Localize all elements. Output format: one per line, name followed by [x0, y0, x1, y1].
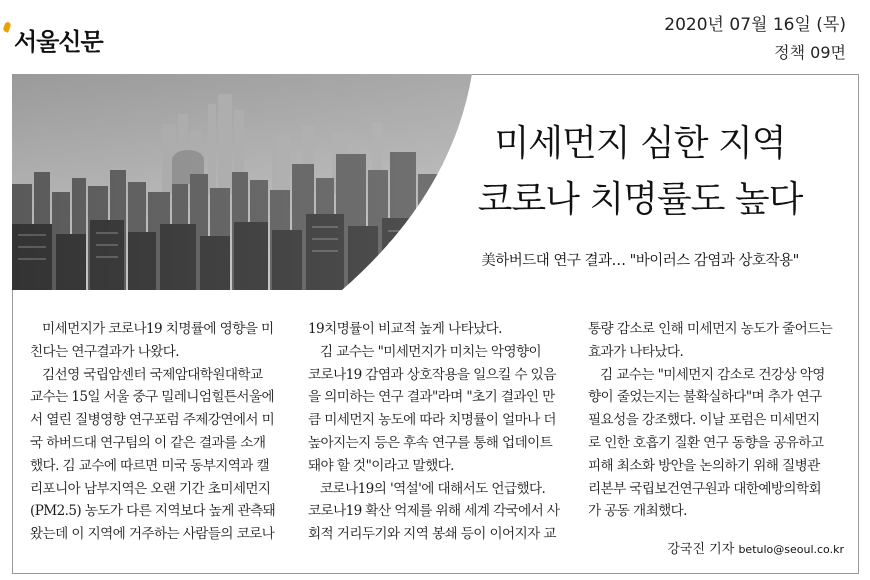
subheadline: 美하버드대 연구 결과… "바이러스 감염과 상호작용" — [481, 253, 799, 269]
text-line: 로 인한 호흡기 질환 연구 동향을 공유하고 — [588, 434, 824, 451]
text-line: 리포니아 남부지역은 오랜 기간 초미세먼지 — [30, 480, 271, 497]
text-line: 19치명률이 비교적 높게 나타났다. — [308, 321, 502, 337]
text-line: 코로나19의 '역설'에 대해서도 언급했다. — [320, 480, 546, 497]
text-line: 코로나19 확산 억제를 위해 세계 각국에서 사 — [308, 503, 560, 520]
newspaper-logo: 서울신문 — [14, 28, 103, 56]
byline-name: 강국진 기자 — [667, 542, 735, 557]
text-line: 향이 줄었는지는 불확실하다"며 추가 연구 — [588, 389, 822, 406]
text-line: 친다는 연구결과가 나왔다. — [30, 343, 180, 360]
text-line: 회적 거리두기와 지역 봉쇄 등이 이어지자 교 — [308, 526, 556, 543]
text-line: 을 의미하는 연구 결과"라며 "초기 결과인 만 — [308, 389, 555, 406]
text-line: 미세먼지가 코로나19 치명률에 영향을 미 — [42, 321, 274, 337]
text-line: 통량 감소로 인해 미세먼지 농도가 줄어드는 — [588, 321, 833, 337]
text-line: 교수는 15일 서울 중구 밀레니엄힐튼서울에 — [30, 389, 275, 406]
text-line: 높아지는지 등은 후속 연구를 통해 업데이트 — [308, 434, 553, 451]
text-line: (PM2.5) 농도가 다른 지역보다 높게 관측돼 — [30, 503, 276, 520]
byline-email[interactable]: betulo@seoul.co.kr — [738, 543, 844, 556]
text-line: 국 하버드대 연구팀의 이 같은 결과를 소개 — [30, 434, 266, 451]
text-line: 돼야 할 것"이라고 말했다. — [308, 457, 454, 474]
byline — [667, 538, 844, 557]
text-line: 리본부 국립보건연구원과 대한예방의학회 — [588, 480, 822, 497]
city-smog-photo — [12, 74, 472, 290]
text-line: 피해 최소화 방안을 논의하기 위해 질병관 — [588, 457, 820, 474]
text-line: 왔는데 이 지역에 거주하는 사람들의 코로나 — [30, 526, 275, 543]
article-column-1 — [30, 318, 286, 546]
text-line: 코로나19 감염과 상호작용을 일으킬 수 있음 — [308, 366, 556, 383]
text-line: 했다. 김 교수에 따르면 미국 동부지역과 캘 — [30, 457, 270, 474]
text-line: 서 열린 질병영향 연구포럼 주제강연에서 미 — [30, 412, 275, 429]
headline — [440, 116, 840, 228]
article-column-3 — [588, 318, 846, 523]
text-line: 김 교수는 "미세먼지 감소로 건강상 악영 — [600, 366, 825, 383]
text-line: 큼 미세먼지 농도에 따라 치명률이 얼마나 더 — [308, 412, 556, 429]
text-line: 효과가 나타났다. — [588, 343, 684, 360]
text-line: 김 교수는 "미세먼지가 미치는 악영향이 — [320, 343, 542, 360]
logo-mark — [2, 21, 11, 32]
text-line: 필요성을 강조했다. 이날 포럼은 미세먼지 — [588, 412, 820, 429]
headline-line-2: 코로나 치명률도 높다 — [477, 179, 803, 220]
article-column-2 — [308, 318, 564, 546]
text-line: 김선영 국립암센터 국제암대학원대학교 — [42, 366, 263, 383]
headline-line-1: 미세먼지 심한 지역 — [494, 123, 786, 164]
publication-date: 2020년 07월 16일 (목) — [664, 15, 846, 35]
text-line: 가 공동 개최했다. — [588, 503, 687, 520]
section-page: 정책 09면 — [774, 43, 846, 62]
